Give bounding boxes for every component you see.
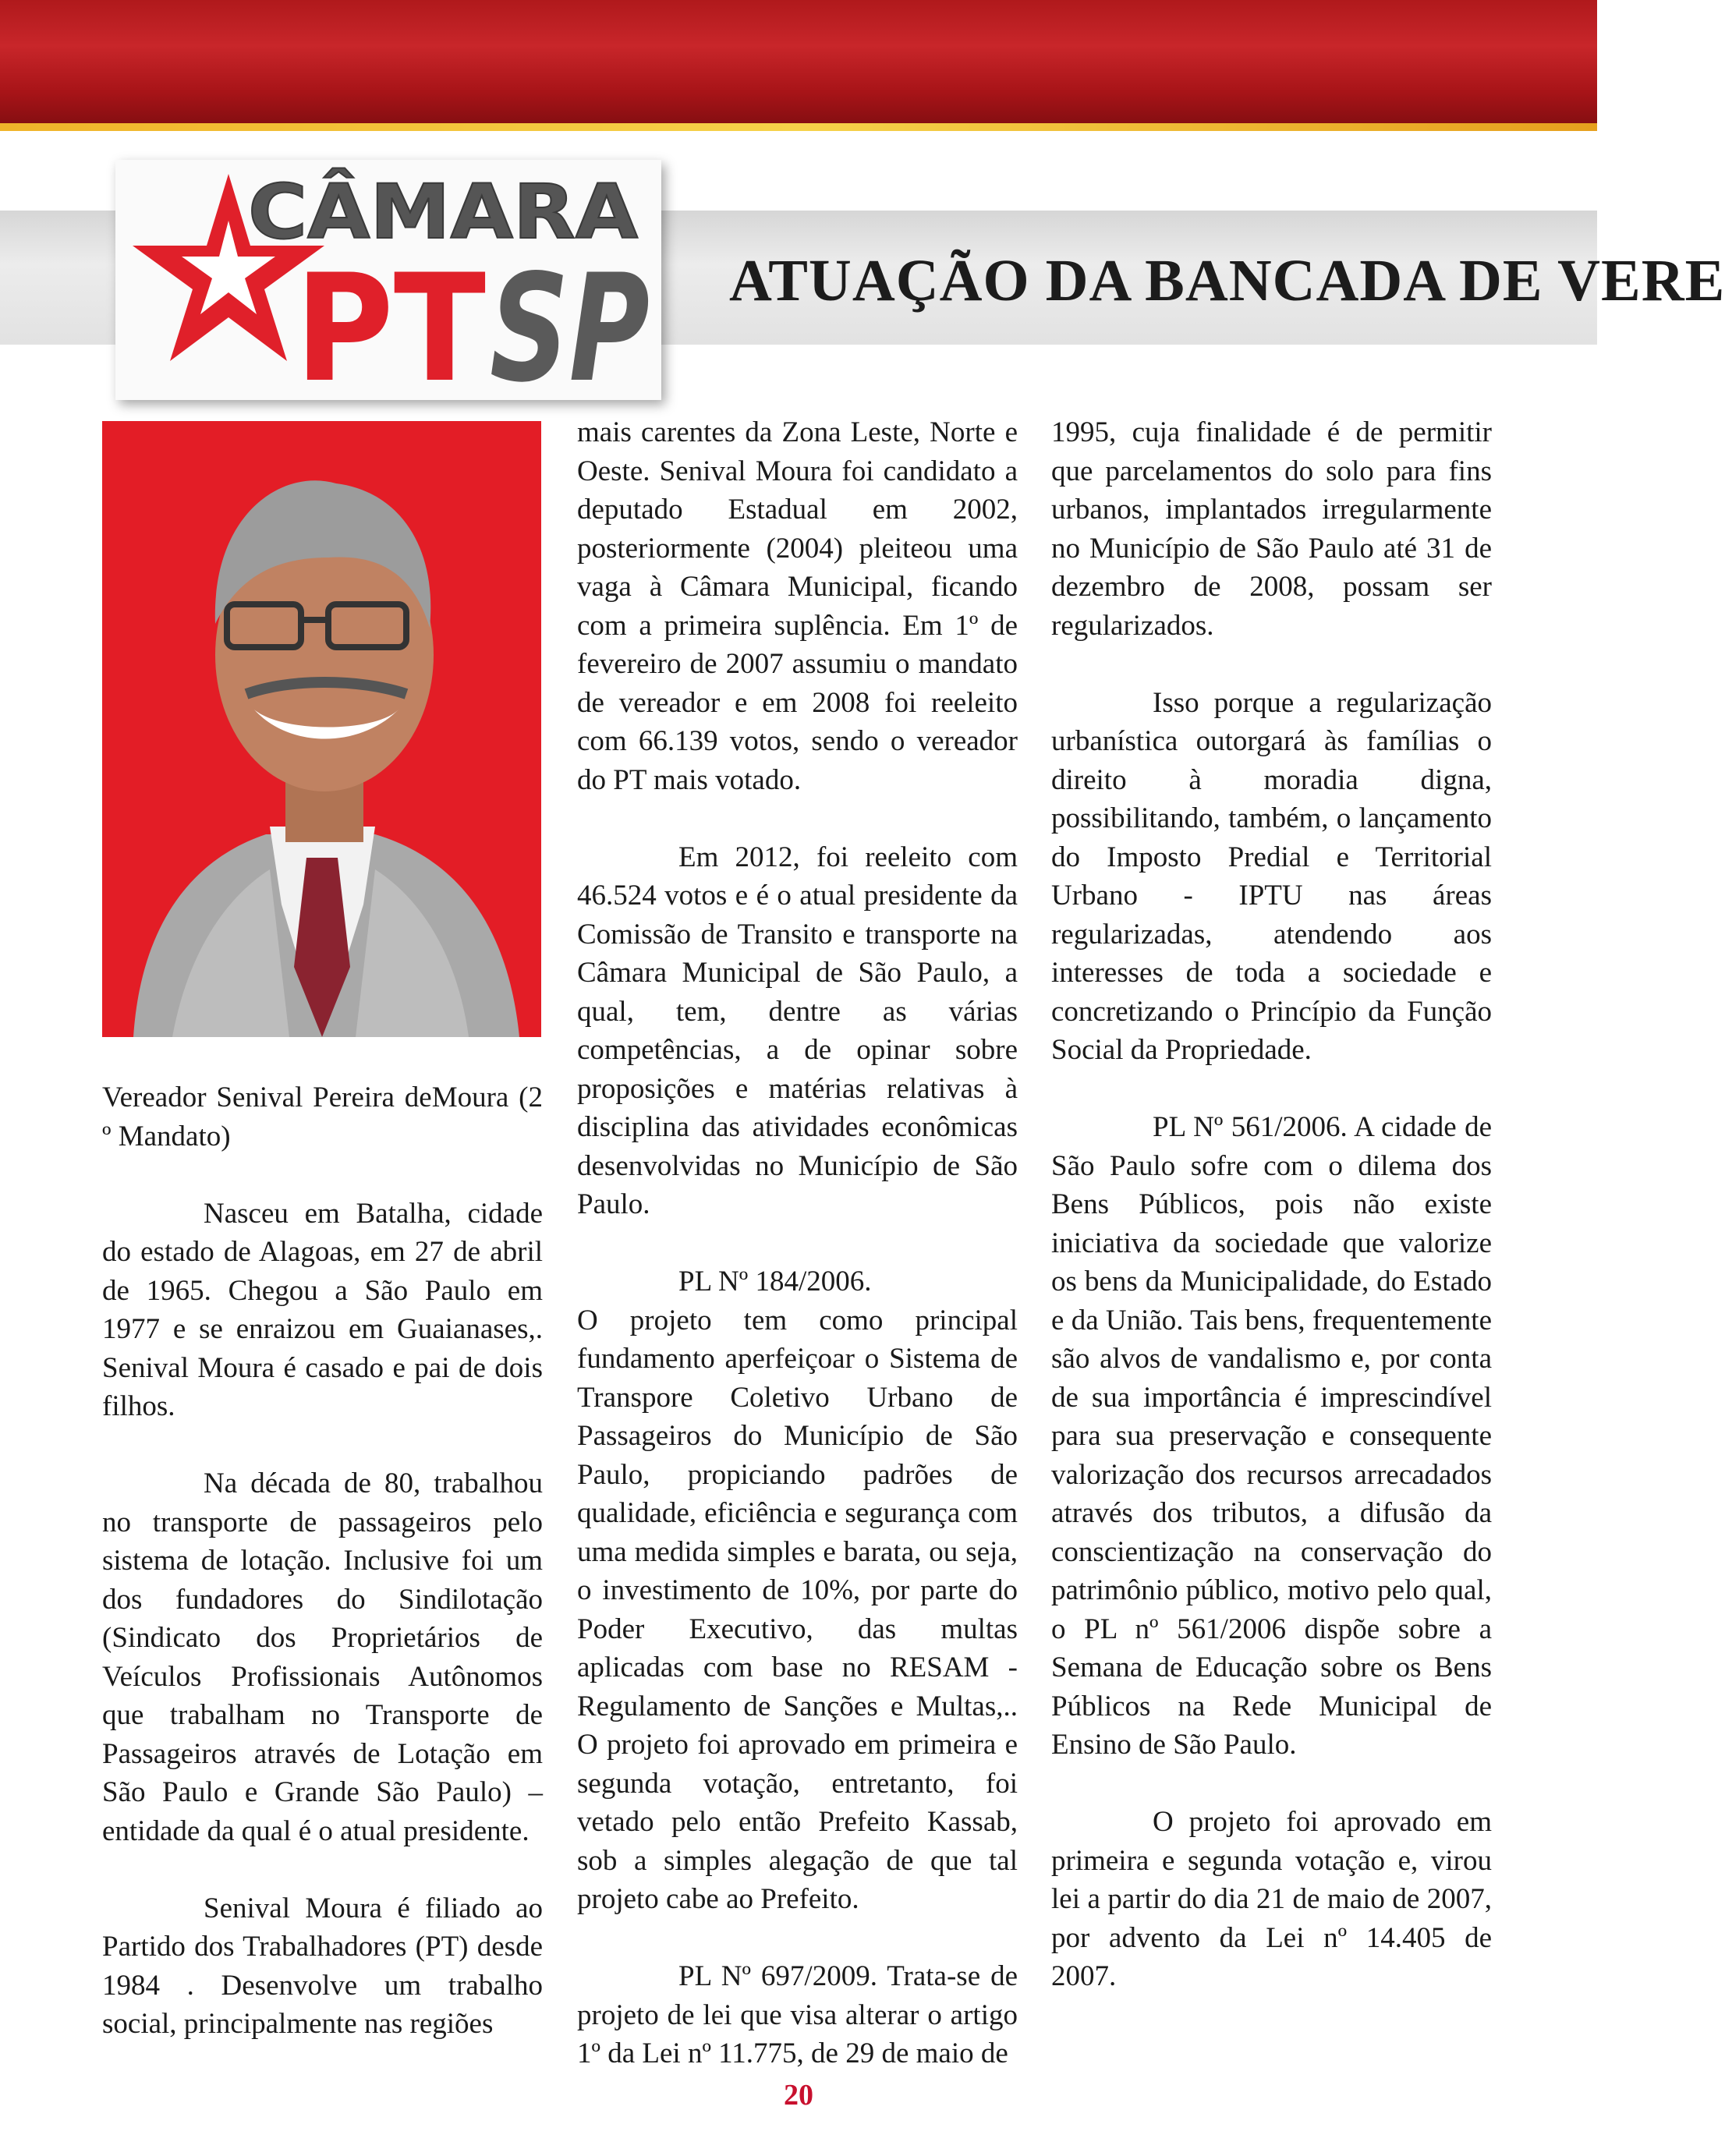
- text-column-middle: [577, 413, 1018, 2112]
- paragraph: Nasceu em Batalha, cidade do estado de Alagoas, em 27 de abril de 1965. Chegou a São Paulo em 1977 e se enraizou em Guaianases,. Senival Moura é casado e pai de dois filhos.: [102, 1197, 543, 1422]
- camara-pt-sp-logo: [115, 160, 661, 415]
- section-heading: PL Nº 184/2006.: [678, 1266, 872, 1297]
- paragraph: Em 2012, foi reeleito com 46.524 votos e é o atual presidente da Comissão de Transito e transporte na Câmara Municipal de São Paulo, a qual, tem, dentre as várias competências, a de opinar sobre proposições e matérias relativas à disciplina das atividades econômicas desenvolvidas no Município de São Paulo.: [577, 841, 1018, 1220]
- paragraph: mais carentes da Zona Leste, Norte e Oeste. Senival Moura foi candidato a deputado Estadual em 2002, posteriormente (2004) pleiteou uma vaga à Câmara Municipal, ficando com a primeira suplência. Em 1º de fevereiro de 2007 assumiu o mandato de vereador e em 2008 foi reeleito com 66.139 votos, sendo o vereador do PT mais votado.: [577, 416, 1018, 796]
- text-column-right: [1051, 413, 1492, 2034]
- logo-pt: PT: [295, 243, 486, 415]
- logo-top-word: CÂMARA: [248, 168, 609, 256]
- paragraph: PL Nº 561/2006. A cidade de São Paulo sofre com o dilema dos Bens Públicos, pois não existe iniciativa da sociedade que valorize os bens da Municipalidade, do Estado e da União. Tais bens, frequentemente são alvos de vandalismo e, por conta de sua importância é imprescindível para sua preservação e consequente valorização dos recursos arrecadados através dos tributos, a difusão da conscientização na conservação do patrimônio público, motivo pelo qual, o PL nº 561/2006 dispõe sobre a Semana de Educação sobre os Bens Públicos na Rede Municipal de Ensino de São Paulo.: [1051, 1111, 1492, 1761]
- paragraph: Na década de 80, trabalhou no transporte de passageiros pelo sistema de lotação. Inclusive foi um dos fundadores do Sindilotação (Sindicato dos Proprietários de Veículos Profissionais Autônomos que trabalham no Transporte de Passageiros através de Lotação em São Paulo e Grande São Paulo) – entidade da qual é o atual presidente.: [102, 1467, 543, 1847]
- paragraph: O projeto tem como principal fundamento aperfeiçoar o Sistema de Transpore Coletivo Urbano de Passageiros do Município de São Paulo, propiciando padrões de qualidade, eficiência e segurança com uma medida simples e barata, ou seja, o investimento de 10%, por parte do Poder Executivo, das multas aplicadas com base no RESAM - Regulamento de Sanções e Multas,.. O projeto foi aprovado em primeira e segunda votação, entretanto, foi vetado pelo então Prefeito Kassab, sob a simples alegação de que tal projeto cabe ao Prefeito.: [577, 1304, 1018, 1915]
- paragraph: Isso porque a regularização urbanística outorgará às famílias o direito à moradia digna, possibilitando, também, o lançamento do Imposto Predial e Territorial Urbano - IPTU nas áreas regularizadas, atendendo aos interesses de toda a sociedade e concretizando o Princípio da Função Social da Propriedade.: [1051, 686, 1492, 1066]
- paragraph: O projeto foi aprovado em primeira e segunda votação e, virou lei a partir do dia 21 de maio de 2007, por advento da Lei nº 14.405 de 2007.: [1051, 1806, 1492, 1992]
- photo-caption: Vereador Senival Pereira deMoura (2 º Mandato): [102, 1082, 543, 1152]
- portrait-photo: [102, 421, 541, 1037]
- paragraph: PL Nº 697/2009. Trata-se de projeto de lei que visa alterar o artigo 1º da Lei nº 11.775, de 29 de maio de: [577, 1960, 1018, 2069]
- page-title: ATUAÇÃO DA BANCADA DE VERE: [729, 248, 1725, 313]
- logo-sp: SP: [490, 243, 650, 415]
- paragraph: 1995, cuja finalidade é de permitir que parcelamentos do solo para fins urbanos, implantados irregularmente no Município de São Paulo até 31 de dezembro de 2008, possam ser regularizados.: [1051, 416, 1492, 642]
- top-banner: [0, 0, 1597, 131]
- text-column-left: [102, 1078, 543, 2082]
- paragraph: Senival Moura é filiado ao Partido dos Trabalhadores (PT) desde 1984 . Desenvolve um trabalho social, principalmente nas regiões: [102, 1892, 543, 2040]
- page-number: 20: [784, 2079, 813, 2112]
